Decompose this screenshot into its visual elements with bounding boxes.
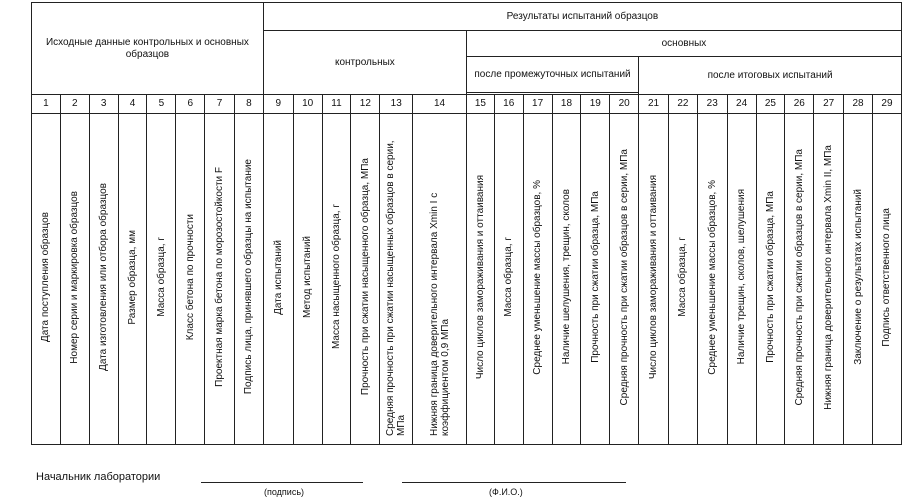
column-label-cell (844, 114, 873, 445)
column-label: Средняя прочность при сжатии образцов в серии, МПа (618, 148, 630, 406)
column-number: 19 (581, 95, 610, 114)
header-after-intermediate: после промежуточных испытаний (466, 57, 638, 93)
column-label: Дата изготовления или отбора образцов (98, 183, 110, 371)
column-label-cell (785, 114, 814, 445)
column-label: Среднее уменьшение массы образцов, % (706, 179, 718, 375)
column-label-cell (380, 114, 413, 445)
column-number: 5 (147, 95, 176, 114)
column-label-cell (263, 114, 293, 445)
column-number: 2 (60, 95, 89, 114)
column-label: Средняя прочность при сжатии образцов в серии, МПа (793, 148, 805, 406)
header-after-final: после итоговых испытаний (639, 57, 902, 95)
column-label-cell (60, 114, 89, 445)
column-label: Прочность при сжатии образца, МПа (764, 191, 776, 363)
column-label: Масса образца, г (677, 237, 689, 317)
column-number: 13 (380, 95, 413, 114)
column-number: 4 (118, 95, 147, 114)
column-number: 24 (727, 95, 756, 114)
column-number: 22 (668, 95, 697, 114)
column-number: 26 (785, 95, 814, 114)
column-label-cell (32, 114, 61, 445)
column-label-cell (351, 114, 380, 445)
column-label: Число циклов замораживания и оттаивания (474, 174, 486, 380)
name-caption: (Ф.И.О.) (489, 487, 523, 497)
column-number: 8 (235, 95, 264, 114)
column-number: 18 (552, 95, 581, 114)
column-label: Дата поступления образцов (40, 211, 52, 343)
column-label-cell (205, 114, 235, 445)
column-label-cell (466, 114, 494, 445)
column-label: Проектная марка бетона по морозостойкости F (214, 167, 226, 387)
column-label-cell (494, 114, 523, 445)
column-number: 16 (494, 95, 523, 114)
column-label-cell (668, 114, 697, 445)
column-label-cell (89, 114, 118, 445)
header-test-results: Результаты испытаний образцов (263, 3, 901, 31)
column-label: Класс бетона по прочности (184, 213, 196, 341)
column-number: 14 (413, 95, 467, 114)
column-label-cell (293, 114, 322, 445)
column-label: Прочность при сжатии насыщенного образца, МПа (359, 158, 371, 396)
signature-line (201, 482, 363, 483)
column-number: 20 (610, 95, 639, 114)
column-number: 28 (844, 95, 873, 114)
column-label: Нижняя граница доверительного интервала Xmin I с коэффициентом 0,9 МПа (428, 192, 451, 436)
column-label-cell (727, 114, 756, 445)
column-label: Номер серии и маркировка образцов (69, 190, 81, 364)
column-label-cell (552, 114, 581, 445)
column-label-cell (235, 114, 264, 445)
column-number: 21 (639, 95, 669, 114)
column-label-cell (147, 114, 176, 445)
header-source-data: Исходные данные контрольных и основных образцов (32, 3, 264, 95)
column-label: Подпись лица, принявшего образцы на испытание (243, 159, 255, 395)
column-number: 25 (756, 95, 785, 114)
name-line (402, 482, 626, 483)
column-label-cell (639, 114, 669, 445)
column-number: 12 (351, 95, 380, 114)
column-label-cell (581, 114, 610, 445)
column-label-cell (523, 114, 552, 445)
column-number: 11 (322, 95, 351, 114)
column-number: 27 (814, 95, 844, 114)
column-number: 9 (263, 95, 293, 114)
column-label: Масса образца, г (155, 237, 167, 317)
column-number: 10 (293, 95, 322, 114)
column-number: 1 (32, 95, 61, 114)
column-label-cell (322, 114, 351, 445)
header-control: контрольных (263, 31, 466, 95)
column-label-cell (176, 114, 205, 445)
column-label: Число циклов замораживания и оттаивания (648, 174, 660, 380)
column-label: Метод испытаний (302, 235, 314, 318)
column-label: Масса насыщенного образца, г (330, 204, 342, 350)
column-label-cell (697, 114, 727, 445)
test-results-table (31, 2, 902, 445)
column-label: Масса образца, г (503, 237, 515, 317)
column-label: Заключение о результатах испытаний (852, 189, 864, 365)
column-label: Прочность при сжатии образца, МПа (589, 191, 601, 363)
column-number: 6 (176, 95, 205, 114)
column-label: Среднее уменьшение массы образцов, % (532, 179, 544, 375)
column-number: 29 (872, 95, 901, 114)
column-label: Подпись ответственного лица (881, 207, 893, 347)
column-label: Наличие трещин, сколов, шелушения (736, 189, 748, 365)
signature-caption: (подпись) (264, 487, 305, 497)
column-label-cell (413, 114, 467, 445)
column-label-cell (756, 114, 785, 445)
column-label: Дата испытаний (272, 239, 284, 315)
column-label-cell (814, 114, 844, 445)
column-number: 7 (205, 95, 235, 114)
column-number: 17 (523, 95, 552, 114)
column-number: 23 (697, 95, 727, 114)
column-label: Размер образца, мм (127, 229, 138, 325)
lab-head-label: Начальник лаборатории (36, 471, 161, 483)
column-number: 15 (466, 95, 494, 114)
column-label-row (32, 114, 902, 445)
column-label: Средняя прочность при сжатии насыщенных образцов в серии, МПа (385, 140, 408, 436)
column-label-cell (118, 114, 147, 445)
column-label: Наличие шелушения, трещин, сколов (560, 189, 572, 365)
column-label-cell (610, 114, 639, 445)
column-label-cell (872, 114, 901, 445)
column-number-row (32, 95, 902, 114)
header-main: основных (466, 31, 901, 57)
column-label: Нижняя граница доверительного интервала Xmin II, МПа (823, 144, 835, 410)
column-number: 3 (89, 95, 118, 114)
